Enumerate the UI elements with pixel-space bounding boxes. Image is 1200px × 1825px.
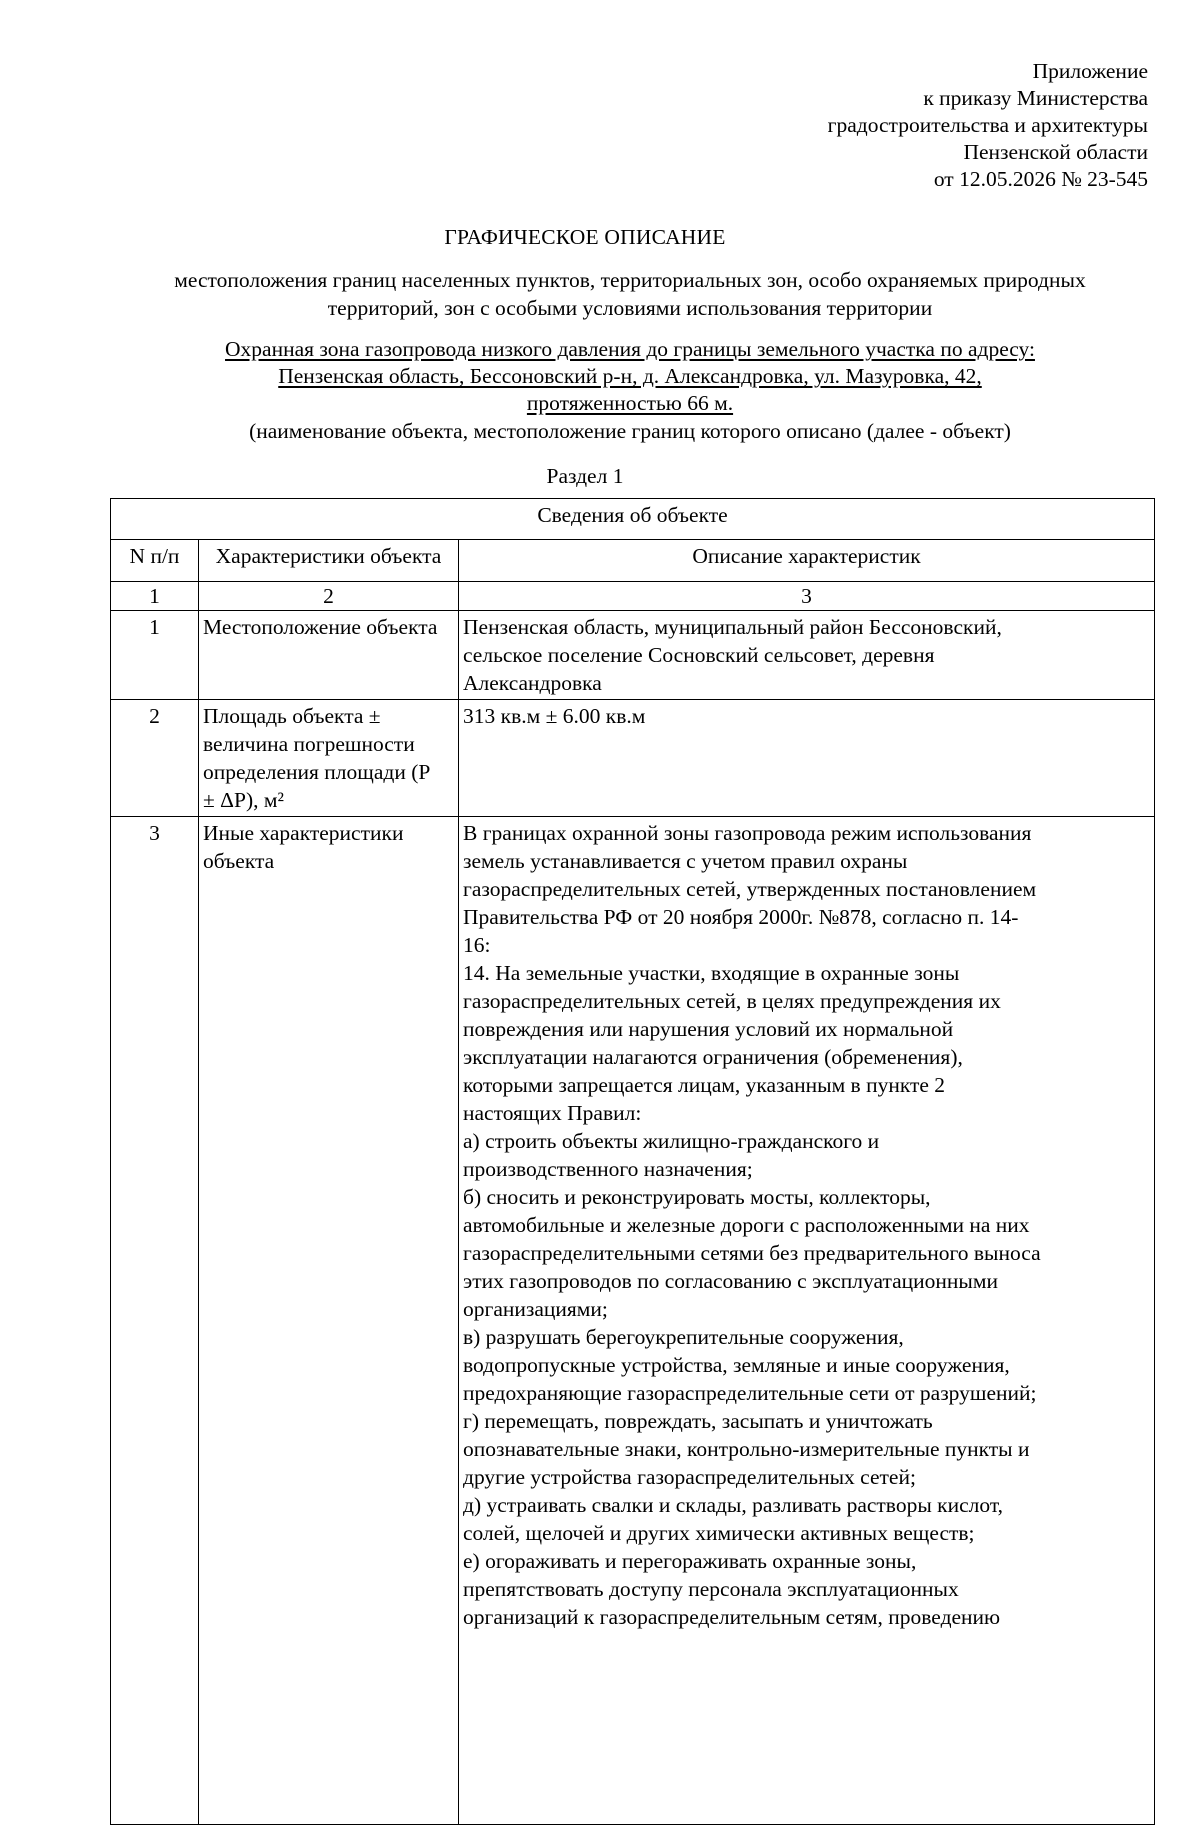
column-number: 2 [199,582,459,611]
subtitle-line: территорий, зон с особыми условиями использования территории [327,296,933,320]
object-info-table [110,498,1155,1825]
row-characteristic: Местоположение объекта [199,611,459,700]
row-number: 1 [111,611,199,700]
appendix-line: Приложение [1032,59,1148,83]
appendix-line: градостроительства и архитектуры [827,113,1148,137]
header-description: Описание характеристик [459,540,1155,582]
document-title: ГРАФИЧЕСКОЕ ОПИСАНИЕ [444,225,726,249]
appendix-line: от 12.05.2026 № 23-545 [933,167,1148,191]
appendix-line: Пензенской области [963,140,1148,164]
object-name-line: протяженностью 66 м. [526,391,734,415]
subtitle-line: местоположения границ населенных пунктов, территориальных зон, особо охраняемых природных [174,268,1086,292]
document-subtitle [110,266,1150,322]
table-row [111,700,1155,817]
row-description: В границах охранной зоны газопровода режим использования земель устанавливается с учетом правил охраны газораспределительных сетей, утвержденных постановлением Правительства РФ от 20 ноября 2000г. №878, согласно п. 14- 16: 14. На земельные участки, входящие в охранные зоны газораспределительных сетей, в целях предупреждения их повреждения или нарушения условий их нормальной эксплуатации налагаются ограничения (обременения), которыми запрещается лицам, указанным в пункте 2 настоящих Правил: а) строить объекты жилищно-гражданского и производственного назначения; б) сносить и реконструировать мосты, коллекторы, автомобильные и железные дороги с расположенными на них газораспределительными сетями без предварительного выноса этих газопроводов по согласованию с эксплуатационными организациями; в) разрушать берегоукрепительные сооружения, водопропускные устройства, земляные и иные сооружения, предохраняющие газораспределительные сети от разрушений; г) перемещать, повреждать, засыпать и уничтожать опознавательные знаки, контрольно-измерительные пункты и другие устройства газораспределительных сетей; д) устраивать свалки и склады, разливать растворы кислот, солей, щелочей и других химически активных веществ; е) огораживать и перегораживать охранные зоны, препятствовать доступу персонала эксплуатационных организаций к газораспределительным сетям, проведению [459,817,1155,1825]
section-label: Раздел 1 [546,464,624,488]
object-name-line: Охранная зона газопровода низкого давления до границы земельного участка по адресу: [225,337,1035,361]
header-number: N п/п [111,540,199,582]
object-name [110,336,1150,417]
column-number-row [111,582,1155,611]
row-number: 2 [111,700,199,817]
table-caption-row [111,499,1155,540]
row-characteristic: Площадь объекта ± величина погрешности определения площади (P ± ΔP), м² [199,700,459,817]
column-number: 3 [459,582,1155,611]
object-name-line: Пензенская область, Бессоновский р-н, д. Александровка, ул. Мазуровка, 42, [278,364,982,388]
row-number: 3 [111,817,199,1825]
table-row [111,817,1155,1825]
header-characteristic: Характеристики объекта [199,540,459,582]
row-characteristic: Иные характеристики объекта [199,817,459,1825]
row-description: 313 кв.м ± 6.00 кв.м [459,700,1155,817]
column-number: 1 [111,582,199,611]
appendix-block [828,58,1148,193]
table-caption: Сведения об объекте [111,499,1155,540]
object-name-caption: (наименование объекта, местоположение границ которого описано (далее - объект) [249,419,1011,443]
row-description: Пензенская область, муниципальный район Бессоновский, сельское поселение Сосновский сельсовет, деревня Александровка [459,611,1155,700]
appendix-line: к приказу Министерства [923,86,1148,110]
table-header-row [111,540,1155,582]
table-row [111,611,1155,700]
